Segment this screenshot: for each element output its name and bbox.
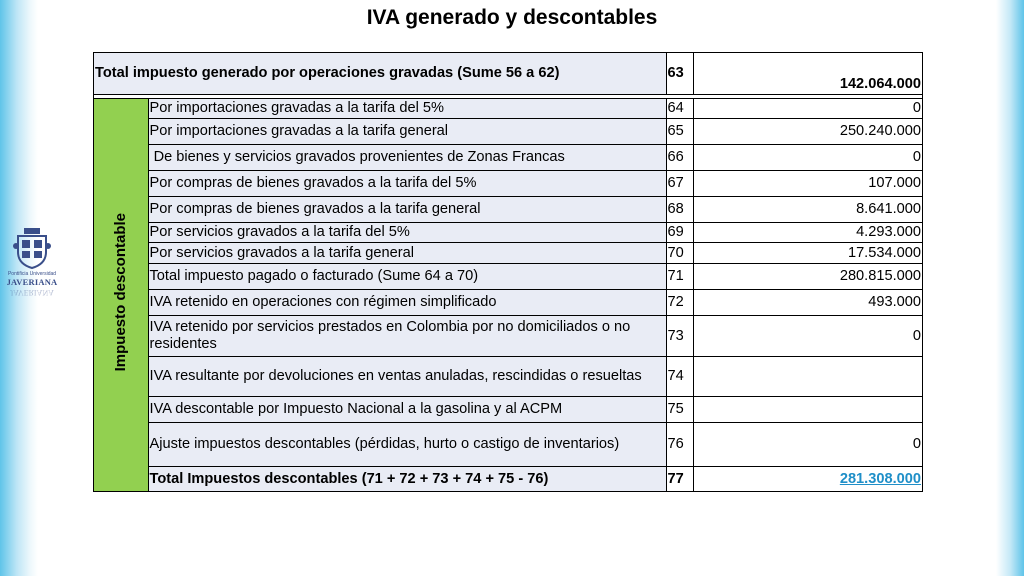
table-header-row (94, 53, 923, 95)
page-title: IVA generado y descontables (366, 6, 658, 29)
row-value (693, 357, 922, 397)
row-value: 0 (693, 145, 922, 171)
row-description: Por servicios gravados a la tarifa del 5% (148, 223, 666, 243)
row-description: Por importaciones gravadas a la tarifa del 5% (148, 99, 666, 119)
logo-reflection: JAVERIANA (10, 288, 54, 297)
row-description: IVA retenido en operaciones con régimen simplificado (148, 290, 666, 316)
row-value: 107.000 (693, 171, 922, 197)
row-code: 73 (666, 316, 693, 357)
right-decorative-band (996, 0, 1024, 576)
table-row (94, 197, 923, 223)
table-row (94, 99, 923, 119)
row-description: Por compras de bienes gravados a la tarifa general (148, 197, 666, 223)
header-value: 142.064.000 (693, 53, 922, 95)
table-row (94, 290, 923, 316)
table-row (94, 243, 923, 264)
logo-line-small: Pontificia Universidad (7, 271, 57, 277)
row-code: 71 (666, 264, 693, 290)
row-value: 0 (693, 316, 922, 357)
row-value: 0 (693, 99, 922, 119)
table-row (94, 357, 923, 397)
row-code: 70 (666, 243, 693, 264)
row-value: 493.000 (693, 290, 922, 316)
row-description: Por compras de bienes gravados a la tarifa del 5% (148, 171, 666, 197)
total-description: Total Impuestos descontables (71 + 72 + 73 + 74 + 75 - 76) (148, 467, 666, 492)
side-label: Impuesto descontable (112, 213, 130, 372)
table-row (94, 264, 923, 290)
row-code: 69 (666, 223, 693, 243)
university-crest-icon (12, 226, 52, 270)
table-row (94, 316, 923, 357)
table-row (94, 171, 923, 197)
row-description: Total impuesto pagado o facturado (Sume 64 a 70) (148, 264, 666, 290)
row-code: 68 (666, 197, 693, 223)
row-description: Por servicios gravados a la tarifa general (148, 243, 666, 264)
table-row (94, 397, 923, 423)
logo-line-big: JAVERIANA (6, 277, 58, 287)
total-value-link[interactable]: 281.308.000 (693, 467, 922, 492)
header-description: Total impuesto generado por operaciones gravadas (Sume 56 a 62) (94, 53, 667, 95)
row-description: De bienes y servicios gravados provenientes de Zonas Francas (148, 145, 666, 171)
tax-table (93, 52, 923, 492)
row-description: IVA descontable por Impuesto Nacional a la gasolina y al ACPM (148, 397, 666, 423)
row-value: 0 (693, 423, 922, 467)
row-description: Ajuste impuestos descontables (pérdidas, hurto o castigo de inventarios) (148, 423, 666, 467)
row-code: 74 (666, 357, 693, 397)
row-code: 66 (666, 145, 693, 171)
total-row (94, 467, 923, 492)
total-code: 77 (666, 467, 693, 492)
row-code: 76 (666, 423, 693, 467)
side-label-cell (94, 99, 149, 492)
row-code: 67 (666, 171, 693, 197)
row-code: 75 (666, 397, 693, 423)
row-code: 64 (666, 99, 693, 119)
row-description: Por importaciones gravadas a la tarifa general (148, 119, 666, 145)
row-description: IVA resultante por devoluciones en ventas anuladas, rescindidas o resueltas (148, 357, 666, 397)
row-value: 280.815.000 (693, 264, 922, 290)
table-row (94, 223, 923, 243)
row-value: 4.293.000 (693, 223, 922, 243)
header-code: 63 (666, 53, 693, 95)
row-code: 65 (666, 119, 693, 145)
table-row (94, 119, 923, 145)
university-logo (2, 226, 62, 318)
row-code: 72 (666, 290, 693, 316)
row-value (693, 397, 922, 423)
row-value: 250.240.000 (693, 119, 922, 145)
row-value: 17.534.000 (693, 243, 922, 264)
table-row (94, 423, 923, 467)
row-description: IVA retenido por servicios prestados en Colombia por no domiciliados o no residentes (148, 316, 666, 357)
table-row (94, 145, 923, 171)
row-value: 8.641.000 (693, 197, 922, 223)
